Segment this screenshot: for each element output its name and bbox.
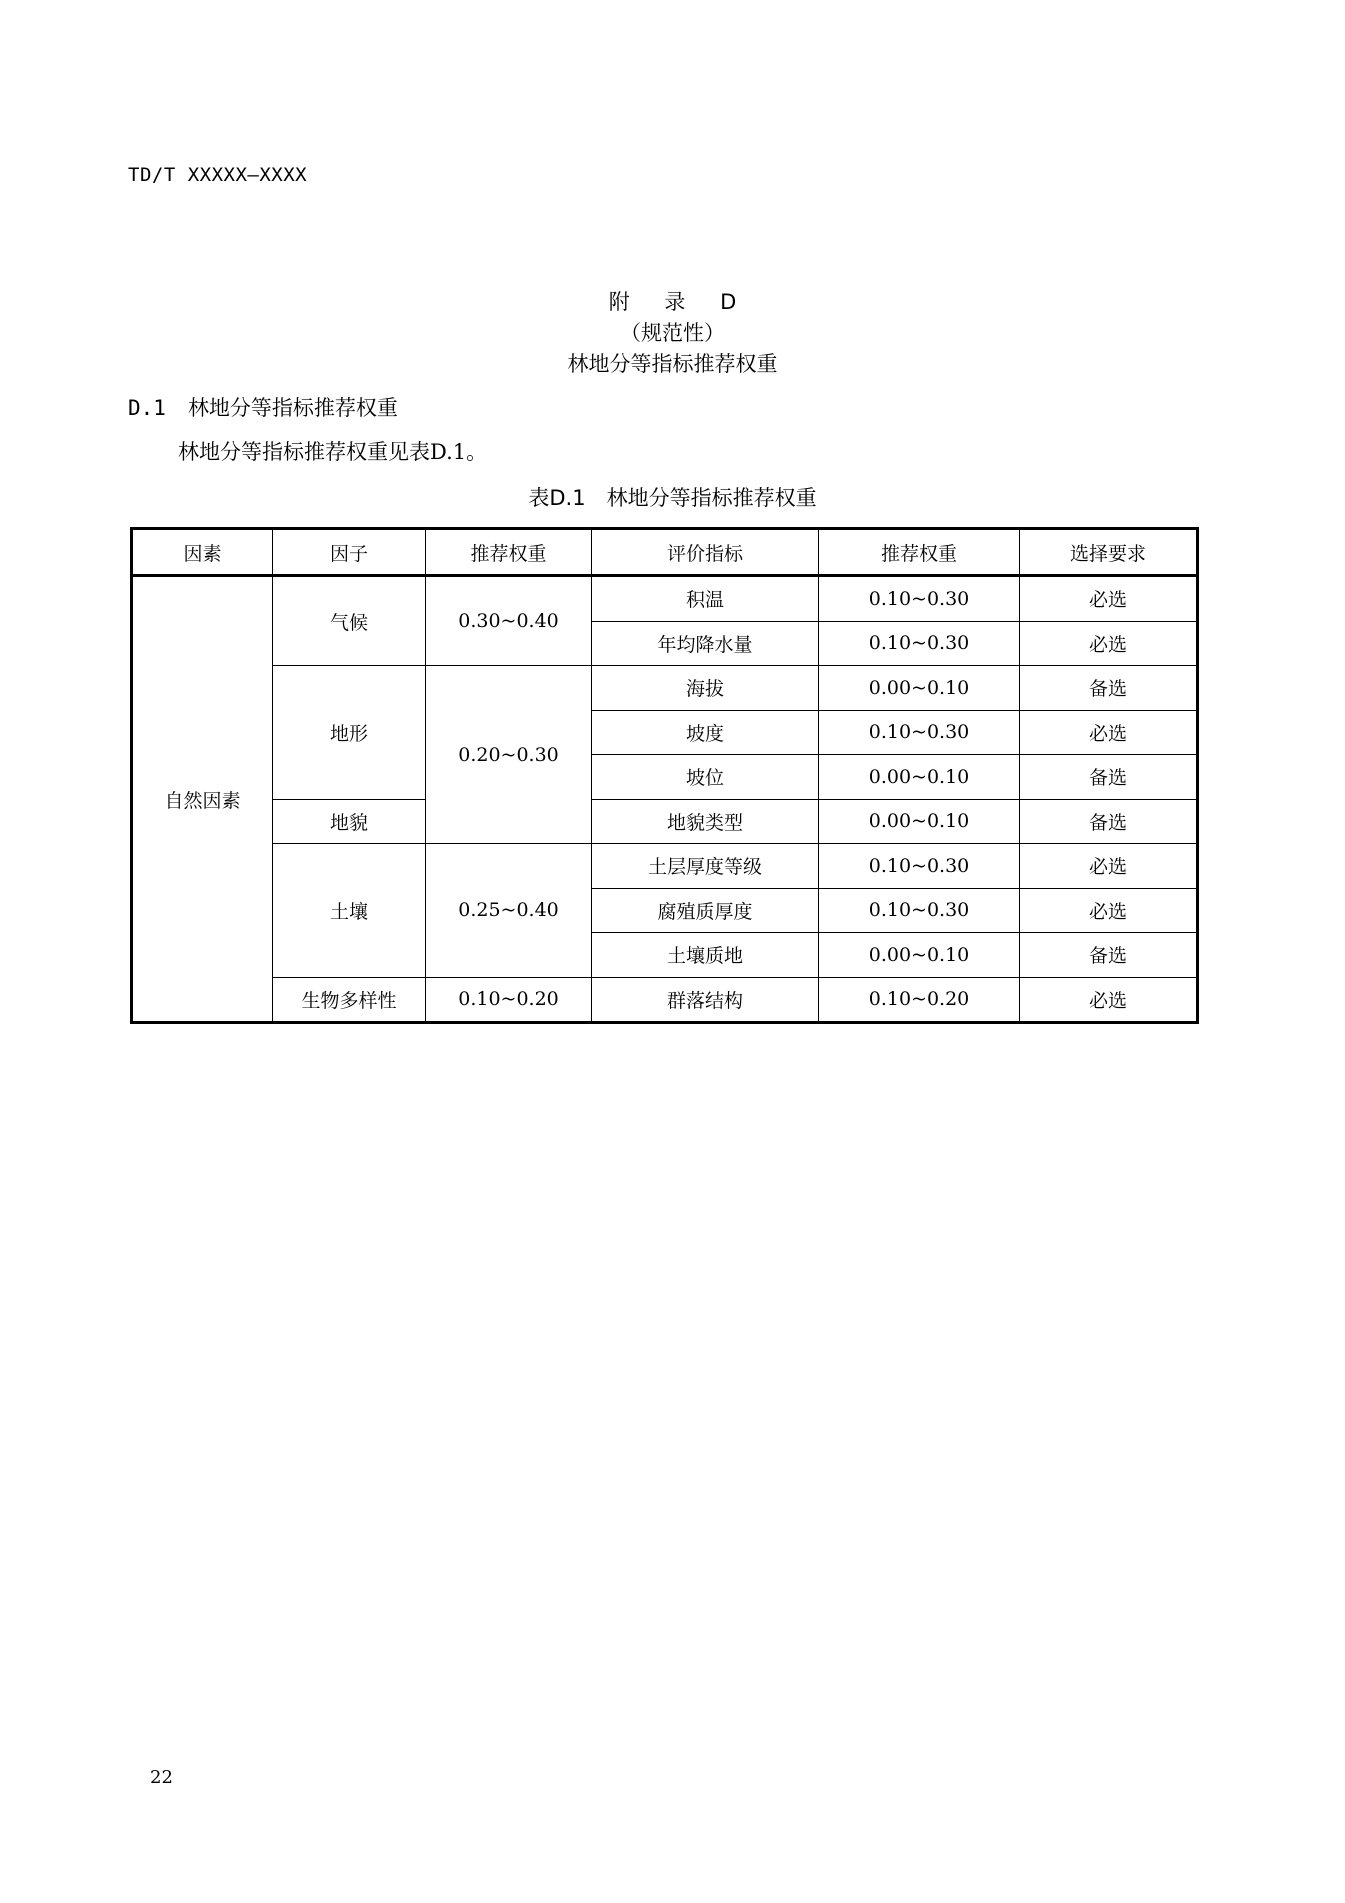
header-cell: 推荐权重: [426, 529, 592, 576]
factor-group-cell: 自然因素: [132, 576, 273, 1023]
indicator-weight-cell: 0.10~0.30: [819, 710, 1020, 755]
header-cell: 推荐权重: [819, 529, 1020, 576]
standard-code: TD/T XXXXX—XXXX: [128, 164, 308, 186]
indicator-cell: 坡位: [592, 755, 819, 800]
requirement-cell: 备选: [1020, 799, 1198, 844]
table-header-row: [132, 529, 1198, 576]
indicator-weight-cell: 0.00~0.10: [819, 666, 1020, 711]
indicator-weight-cell: 0.00~0.10: [819, 799, 1020, 844]
factor-cell: 地貌: [273, 799, 426, 844]
factor-cell: 气候: [273, 576, 426, 666]
weights-table: [130, 527, 1199, 1024]
indicator-weight-cell: 0.10~0.30: [819, 888, 1020, 933]
requirement-cell: 必选: [1020, 710, 1198, 755]
header-cell: 因子: [273, 529, 426, 576]
table-row: [132, 977, 1198, 1023]
section-heading: [128, 392, 398, 422]
factor-cell: 生物多样性: [273, 977, 426, 1023]
indicator-weight-cell: 0.10~0.30: [819, 576, 1020, 622]
header-cell: 因素: [132, 529, 273, 576]
indicator-weight-cell: 0.10~0.20: [819, 977, 1020, 1023]
requirement-cell: 必选: [1020, 888, 1198, 933]
indicator-cell: 坡度: [592, 710, 819, 755]
indicator-weight-cell: 0.00~0.10: [819, 755, 1020, 800]
factor-weight-cell: 0.30~0.40: [426, 576, 592, 666]
requirement-cell: 必选: [1020, 977, 1198, 1023]
table-row: [132, 666, 1198, 711]
indicator-cell: 年均降水量: [592, 621, 819, 666]
factor-weight-cell: 0.25~0.40: [426, 844, 592, 978]
indicator-cell: 土壤质地: [592, 933, 819, 978]
indicator-weight-cell: 0.00~0.10: [819, 933, 1020, 978]
indicator-weight-cell: 0.10~0.30: [819, 844, 1020, 889]
factor-cell: 土壤: [273, 844, 426, 978]
indicator-cell: 腐殖质厚度: [592, 888, 819, 933]
indicator-weight-cell: 0.10~0.30: [819, 621, 1020, 666]
header-cell: 选择要求: [1020, 529, 1198, 576]
requirement-cell: 必选: [1020, 576, 1198, 622]
table-caption: 表D.1 林地分等指标推荐权重: [528, 486, 817, 510]
requirement-cell: 备选: [1020, 755, 1198, 800]
requirement-cell: 备选: [1020, 666, 1198, 711]
appendix-label: 附 录 D: [608, 290, 751, 314]
indicator-cell: 地貌类型: [592, 799, 819, 844]
requirement-cell: 备选: [1020, 933, 1198, 978]
indicator-cell: 群落结构: [592, 977, 819, 1023]
requirement-cell: 必选: [1020, 844, 1198, 889]
header-cell: 评价指标: [592, 529, 819, 576]
factor-cell: 地形: [273, 666, 426, 800]
factor-weight-cell: 0.20~0.30: [426, 666, 592, 844]
appendix-type: （规范性）: [620, 321, 725, 345]
indicator-cell: 海拔: [592, 666, 819, 711]
table-row: [132, 576, 1198, 622]
section-paragraph: 林地分等指标推荐权重见表D.1。: [178, 440, 488, 464]
requirement-cell: 必选: [1020, 621, 1198, 666]
section-number: D.1: [128, 396, 166, 420]
indicator-cell: 积温: [592, 576, 819, 622]
page-number: 22: [150, 1767, 173, 1788]
table-row: [132, 844, 1198, 889]
section-title: 林地分等指标推荐权重: [187, 396, 398, 420]
indicator-cell: 土层厚度等级: [592, 844, 819, 889]
factor-weight-cell: 0.10~0.20: [426, 977, 592, 1023]
table-row: [132, 799, 1198, 844]
appendix-title: 林地分等指标推荐权重: [567, 352, 778, 376]
